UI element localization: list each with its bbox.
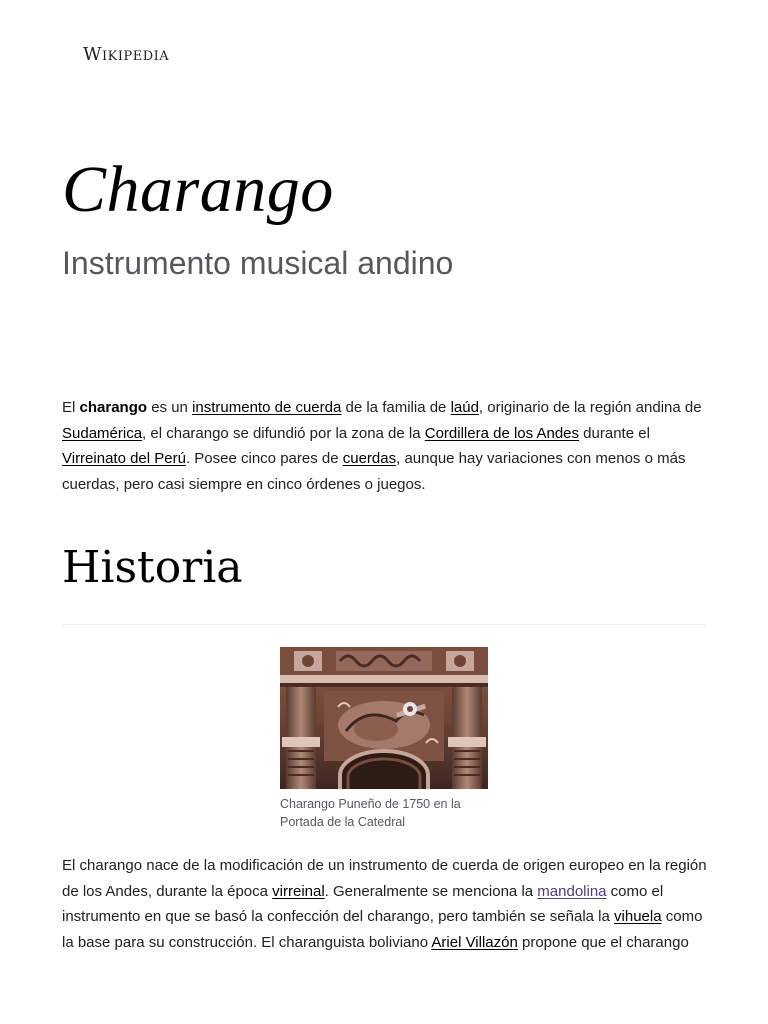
section-heading-historia[interactable]: Historia	[62, 542, 243, 593]
link-cuerdas[interactable]: cuerdas	[342, 450, 397, 467]
history-text: . Generalmente se menciona la	[324, 882, 538, 900]
link-virreinato-del-peru[interactable]: Virreinato del Perú	[62, 450, 186, 467]
intro-bold-term: charango	[79, 399, 148, 416]
link-mandolina[interactable]: mandolina	[537, 882, 607, 900]
intro-paragraph	[62, 395, 712, 497]
intro-text: , aunque hay variaciones con menos o más cuerdas, pero casi siempre en cinco órdenes o juegos.	[62, 450, 686, 493]
link-virreinal[interactable]: virreinal	[272, 882, 325, 900]
history-paragraph	[62, 853, 712, 955]
intro-text: de la familia de	[341, 399, 451, 416]
link-vihuela[interactable]: vihuela	[614, 908, 662, 925]
intro-text: durante el	[579, 424, 650, 442]
page-subtitle: Instrumento musical andino	[62, 245, 454, 281]
link-sudamerica[interactable]: Sudamérica	[62, 424, 143, 442]
link-cordillera-de-los-andes[interactable]: Cordillera de los Andes	[424, 424, 580, 442]
history-text: El charango nace de la modificación de un instrumento de cuerda de origen europeo en la región de los Andes, durante la época	[62, 857, 707, 900]
link-ariel-villazon[interactable]: Ariel Villazón	[431, 933, 518, 951]
history-text: como el instrumento en que se basó la confección del charango, pero también se señala la	[62, 882, 664, 925]
intro-text: , originario de la región andina de	[478, 399, 702, 416]
wikipedia-wordmark[interactable]: Wikipedia	[83, 44, 170, 65]
section-divider	[62, 624, 706, 625]
intro-text: El	[62, 399, 80, 416]
history-figure	[280, 647, 488, 831]
intro-text: . Posee cinco pares de	[185, 450, 343, 467]
figure-caption: Charango Puneño de 1750 en la Portada de la Catedral	[280, 797, 461, 829]
history-text: como la base para su construcción. El charanguista boliviano	[62, 908, 703, 951]
intro-text: , el charango se difundió por la zona de la	[142, 424, 425, 442]
charango-carving-image[interactable]	[280, 647, 488, 789]
history-text: propone que el charango	[517, 933, 689, 951]
link-laud[interactable]: laúd	[450, 399, 479, 416]
link-instrumento-de-cuerda[interactable]: instrumento de cuerda	[192, 399, 342, 416]
intro-text: es un	[147, 399, 193, 416]
page-title: Charango	[62, 153, 334, 226]
